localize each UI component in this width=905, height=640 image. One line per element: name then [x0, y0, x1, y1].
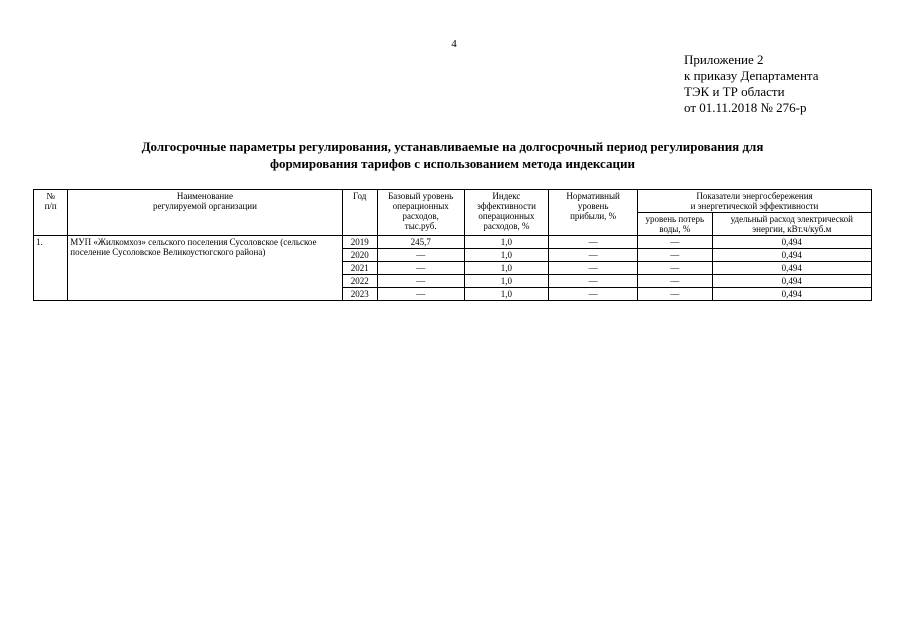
water-loss-cell: — — [638, 262, 713, 275]
header-text: уровень потерь — [645, 214, 705, 224]
header-efficiency-index — [464, 190, 549, 236]
index-cell: 1,0 — [464, 262, 549, 275]
appendix-block — [684, 52, 819, 116]
header-text: расходов, — [402, 211, 439, 221]
header-organization — [68, 190, 342, 236]
page-number: 4 — [451, 38, 457, 50]
appendix-line: Приложение 2 — [684, 52, 764, 67]
specific-consumption-cell: 0,494 — [712, 236, 871, 249]
header-specific-consumption — [712, 213, 871, 236]
appendix-line: ТЭК и ТР области — [684, 84, 785, 99]
header-text: прибыли, % — [570, 211, 617, 221]
index-cell: 1,0 — [464, 288, 549, 301]
water-loss-cell: — — [638, 236, 713, 249]
specific-consumption-cell: 0,494 — [712, 249, 871, 262]
header-text: № — [46, 191, 55, 201]
parameters-table — [33, 189, 872, 301]
profit-cell: — — [549, 288, 638, 301]
profit-cell: — — [549, 275, 638, 288]
profit-cell: — — [549, 262, 638, 275]
header-base-level — [377, 190, 464, 236]
year-cell: 2021 — [342, 262, 377, 275]
year-cell: 2023 — [342, 288, 377, 301]
year-cell: 2019 — [342, 236, 377, 249]
header-text: Индекс — [492, 191, 521, 201]
appendix-line: к приказу Департамента — [684, 68, 819, 83]
header-text: операционных — [392, 201, 449, 211]
water-loss-cell: — — [638, 288, 713, 301]
index-cell: 1,0 — [464, 236, 549, 249]
year-cell: 2020 — [342, 249, 377, 262]
base-level-cell: 245,7 — [377, 236, 464, 249]
document-title — [60, 138, 845, 172]
header-text: тыс.руб. — [404, 221, 437, 231]
header-text: Нормативный — [566, 191, 620, 201]
header-text: операционных — [478, 211, 535, 221]
row-number: 1. — [34, 236, 68, 301]
header-text: энергии, кВт.ч/куб.м — [752, 224, 832, 234]
profit-cell: — — [549, 236, 638, 249]
header-text: Наименование — [176, 191, 233, 201]
header-energy-indicators — [638, 190, 872, 213]
header-water-loss — [638, 213, 713, 236]
header-text: Базовый уровень — [388, 191, 454, 201]
title-line: формирования тарифов с использованием метода индексации — [270, 156, 635, 171]
header-number — [34, 190, 68, 236]
year-cell: 2022 — [342, 275, 377, 288]
index-cell: 1,0 — [464, 249, 549, 262]
header-text: эффективности — [476, 201, 536, 211]
water-loss-cell: — — [638, 275, 713, 288]
header-text: расходов, % — [483, 221, 530, 231]
specific-consumption-cell: 0,494 — [712, 275, 871, 288]
appendix-line: от 01.11.2018 № 276-р — [684, 100, 807, 115]
header-text: воды, % — [659, 224, 691, 234]
header-text: и энергетической эффективности — [690, 201, 819, 211]
table-row — [34, 236, 872, 249]
header-text: Показатели энергосбережения — [696, 191, 813, 201]
organization-name: МУП «Жилкомхоз» сельского поселения Сусоловское (сельское поселение Сусоловское Великоустюгского района) — [68, 236, 342, 301]
title-line: Долгосрочные параметры регулирования, устанавливаемые на долгосрочный период регулирования для — [141, 139, 764, 154]
header-text: удельный расход электрической — [730, 214, 853, 224]
base-level-cell: — — [377, 275, 464, 288]
base-level-cell: — — [377, 262, 464, 275]
specific-consumption-cell: 0,494 — [712, 288, 871, 301]
profit-cell: — — [549, 249, 638, 262]
water-loss-cell: — — [638, 249, 713, 262]
header-text: регулируемой организации — [152, 201, 257, 211]
base-level-cell: — — [377, 249, 464, 262]
index-cell: 1,0 — [464, 275, 549, 288]
header-profit-level — [549, 190, 638, 236]
header-text: уровень — [577, 201, 609, 211]
specific-consumption-cell: 0,494 — [712, 262, 871, 275]
header-text: п/п — [44, 201, 57, 211]
base-level-cell: — — [377, 288, 464, 301]
header-year: Год — [342, 190, 377, 236]
